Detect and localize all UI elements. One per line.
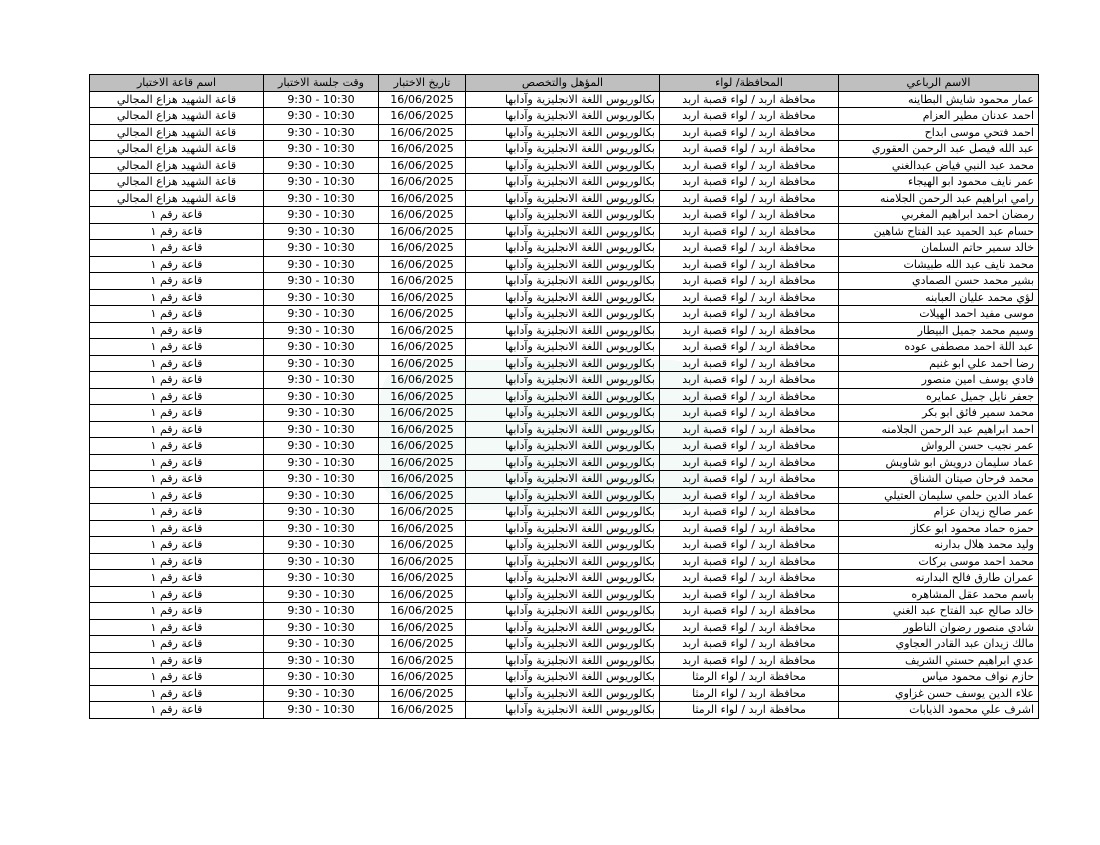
cell-time: 9:30 - 10:30 — [264, 124, 379, 141]
cell-hall: قاعة رقم ١ — [90, 438, 264, 455]
cell-time: 9:30 - 10:30 — [264, 190, 379, 207]
cell-hall: قاعة رقم ١ — [90, 685, 264, 702]
cell-qualification: بكالوريوس اللغة الانجليزية وآدابها — [466, 141, 660, 158]
cell-qualification: بكالوريوس اللغة الانجليزية وآدابها — [466, 619, 660, 636]
cell-hall: قاعة رقم ١ — [90, 504, 264, 521]
cell-name: عمران طارق فالح البدارنه — [839, 570, 1039, 587]
cell-time: 9:30 - 10:30 — [264, 322, 379, 339]
cell-date: 16/06/2025 — [379, 322, 466, 339]
cell-time: 9:30 - 10:30 — [264, 306, 379, 323]
table-row — [90, 669, 1039, 686]
cell-qualification: بكالوريوس اللغة الانجليزية وآدابها — [466, 702, 660, 719]
cell-time: 9:30 - 10:30 — [264, 289, 379, 306]
table-row — [90, 586, 1039, 603]
cell-hall: قاعة رقم ١ — [90, 570, 264, 587]
cell-date: 16/06/2025 — [379, 652, 466, 669]
cell-name: محمد نايف عبد الله طبيشات — [839, 256, 1039, 273]
cell-time: 9:30 - 10:30 — [264, 207, 379, 224]
cell-date: 16/06/2025 — [379, 388, 466, 405]
cell-governorate: محافظة اربد / لواء قصبة اربد — [660, 306, 839, 323]
cell-governorate: محافظة اربد / لواء قصبة اربد — [660, 553, 839, 570]
cell-date: 16/06/2025 — [379, 289, 466, 306]
table-row — [90, 603, 1039, 620]
cell-hall: قاعة رقم ١ — [90, 702, 264, 719]
cell-name: عبد اللة احمد مصطفى عوده — [839, 339, 1039, 356]
table-row — [90, 157, 1039, 174]
header-row — [90, 75, 1039, 92]
header-name: الاسم الرباعي — [839, 75, 1039, 92]
cell-qualification: بكالوريوس اللغة الانجليزية وآدابها — [466, 322, 660, 339]
table-row — [90, 570, 1039, 587]
cell-date: 16/06/2025 — [379, 124, 466, 141]
cell-date: 16/06/2025 — [379, 306, 466, 323]
table-row — [90, 388, 1039, 405]
cell-qualification: بكالوريوس اللغة الانجليزية وآدابها — [466, 685, 660, 702]
cell-date: 16/06/2025 — [379, 570, 466, 587]
cell-time: 9:30 - 10:30 — [264, 636, 379, 653]
table-row — [90, 174, 1039, 191]
cell-hall: قاعة رقم ١ — [90, 586, 264, 603]
cell-date: 16/06/2025 — [379, 174, 466, 191]
cell-name: باسم محمد عقل المشاهره — [839, 586, 1039, 603]
cell-time: 9:30 - 10:30 — [264, 240, 379, 257]
cell-time: 9:30 - 10:30 — [264, 702, 379, 719]
cell-date: 16/06/2025 — [379, 454, 466, 471]
cell-name: رامي ابراهيم عبد الرحمن الجلامنه — [839, 190, 1039, 207]
cell-hall: قاعة رقم ١ — [90, 339, 264, 356]
cell-hall: قاعة رقم ١ — [90, 553, 264, 570]
cell-date: 16/06/2025 — [379, 603, 466, 620]
cell-hall: قاعة رقم ١ — [90, 619, 264, 636]
cell-date: 16/06/2025 — [379, 702, 466, 719]
cell-governorate: محافظة اربد / لواء قصبة اربد — [660, 355, 839, 372]
cell-date: 16/06/2025 — [379, 157, 466, 174]
table-row — [90, 240, 1039, 257]
cell-time: 9:30 - 10:30 — [264, 273, 379, 290]
cell-time: 9:30 - 10:30 — [264, 223, 379, 240]
cell-hall: قاعة الشهيد هزاع المجالي — [90, 124, 264, 141]
cell-hall: قاعة الشهيد هزاع المجالي — [90, 157, 264, 174]
cell-governorate: محافظة اربد / لواء قصبة اربد — [660, 372, 839, 389]
cell-hall: قاعة رقم ١ — [90, 306, 264, 323]
cell-qualification: بكالوريوس اللغة الانجليزية وآدابها — [466, 157, 660, 174]
cell-date: 16/06/2025 — [379, 207, 466, 224]
cell-date: 16/06/2025 — [379, 273, 466, 290]
cell-governorate: محافظة اربد / لواء قصبة اربد — [660, 223, 839, 240]
cell-name: عماد الدين حلمي سليمان العتيلي — [839, 487, 1039, 504]
cell-hall: قاعة رقم ١ — [90, 652, 264, 669]
cell-qualification: بكالوريوس اللغة الانجليزية وآدابها — [466, 372, 660, 389]
table-row — [90, 537, 1039, 554]
cell-hall: قاعة رقم ١ — [90, 372, 264, 389]
cell-name: علاء الدين يوسف حسن غزاوي — [839, 685, 1039, 702]
cell-date: 16/06/2025 — [379, 421, 466, 438]
cell-time: 9:30 - 10:30 — [264, 355, 379, 372]
table-row — [90, 471, 1039, 488]
cell-hall: قاعة الشهيد هزاع المجالي — [90, 108, 264, 125]
cell-governorate: محافظة اربد / لواء قصبة اربد — [660, 586, 839, 603]
cell-governorate: محافظة اربد / لواء قصبة اربد — [660, 652, 839, 669]
cell-governorate: محافظة اربد / لواء قصبة اربد — [660, 256, 839, 273]
cell-hall: قاعة الشهيد هزاع المجالي — [90, 91, 264, 108]
cell-hall: قاعة رقم ١ — [90, 520, 264, 537]
cell-date: 16/06/2025 — [379, 487, 466, 504]
cell-time: 9:30 - 10:30 — [264, 669, 379, 686]
header-hall: اسم قاعة الاختبار — [90, 75, 264, 92]
cell-qualification: بكالوريوس اللغة الانجليزية وآدابها — [466, 421, 660, 438]
cell-hall: قاعة الشهيد هزاع المجالي — [90, 174, 264, 191]
cell-name: حسام عبد الحميد عبد الفتاح شاهين — [839, 223, 1039, 240]
cell-time: 9:30 - 10:30 — [264, 405, 379, 422]
cell-date: 16/06/2025 — [379, 504, 466, 521]
cell-date: 16/06/2025 — [379, 240, 466, 257]
cell-governorate: محافظة اربد / لواء قصبة اربد — [660, 91, 839, 108]
cell-governorate: محافظة اربد / لواء قصبة اربد — [660, 157, 839, 174]
table-row — [90, 223, 1039, 240]
cell-time: 9:30 - 10:30 — [264, 256, 379, 273]
cell-qualification: بكالوريوس اللغة الانجليزية وآدابها — [466, 537, 660, 554]
table-row — [90, 124, 1039, 141]
table-row — [90, 421, 1039, 438]
cell-governorate: محافظة اربد / لواء قصبة اربد — [660, 504, 839, 521]
cell-name: حازم نواف محمود مياس — [839, 669, 1039, 686]
table-row — [90, 273, 1039, 290]
cell-governorate: محافظة اربد / لواء قصبة اربد — [660, 339, 839, 356]
cell-qualification: بكالوريوس اللغة الانجليزية وآدابها — [466, 174, 660, 191]
cell-date: 16/06/2025 — [379, 190, 466, 207]
cell-time: 9:30 - 10:30 — [264, 141, 379, 158]
cell-time: 9:30 - 10:30 — [264, 520, 379, 537]
cell-governorate: محافظة اربد / لواء قصبة اربد — [660, 421, 839, 438]
cell-qualification: بكالوريوس اللغة الانجليزية وآدابها — [466, 454, 660, 471]
cell-name: جعفر نايل جميل عمايره — [839, 388, 1039, 405]
cell-date: 16/06/2025 — [379, 669, 466, 686]
cell-time: 9:30 - 10:30 — [264, 537, 379, 554]
cell-qualification: بكالوريوس اللغة الانجليزية وآدابها — [466, 124, 660, 141]
cell-name: احمد ابراهيم عبد الرحمن الجلامنه — [839, 421, 1039, 438]
cell-date: 16/06/2025 — [379, 619, 466, 636]
cell-qualification: بكالوريوس اللغة الانجليزية وآدابها — [466, 471, 660, 488]
cell-date: 16/06/2025 — [379, 685, 466, 702]
table-row — [90, 504, 1039, 521]
cell-time: 9:30 - 10:30 — [264, 454, 379, 471]
cell-name: احمد عدنان مطير العزام — [839, 108, 1039, 125]
cell-date: 16/06/2025 — [379, 339, 466, 356]
table-row — [90, 520, 1039, 537]
table-row — [90, 487, 1039, 504]
header-date: تاريخ الاختبار — [379, 75, 466, 92]
table-row — [90, 702, 1039, 719]
cell-name: اشرف علي محمود الذيابات — [839, 702, 1039, 719]
cell-time: 9:30 - 10:30 — [264, 603, 379, 620]
cell-qualification: بكالوريوس اللغة الانجليزية وآدابها — [466, 553, 660, 570]
table-row — [90, 207, 1039, 224]
cell-governorate: محافظة اربد / لواء قصبة اربد — [660, 487, 839, 504]
cell-name: عمر نجيب حسن الرواش — [839, 438, 1039, 455]
cell-qualification: بكالوريوس اللغة الانجليزية وآدابها — [466, 190, 660, 207]
cell-governorate: محافظة اربد / لواء قصبة اربد — [660, 240, 839, 257]
table-row — [90, 190, 1039, 207]
table-row — [90, 141, 1039, 158]
cell-date: 16/06/2025 — [379, 223, 466, 240]
table-row — [90, 652, 1039, 669]
cell-qualification: بكالوريوس اللغة الانجليزية وآدابها — [466, 669, 660, 686]
cell-governorate: محافظة اربد / لواء قصبة اربد — [660, 520, 839, 537]
table-row — [90, 306, 1039, 323]
cell-name: بشير محمد حسن الصمادي — [839, 273, 1039, 290]
cell-date: 16/06/2025 — [379, 520, 466, 537]
cell-name: رمضان احمد ابراهيم المغربي — [839, 207, 1039, 224]
cell-governorate: محافظة اربد / لواء قصبة اربد — [660, 289, 839, 306]
cell-hall: قاعة رقم ١ — [90, 355, 264, 372]
cell-name: عماد سليمان درويش ابو شاويش — [839, 454, 1039, 471]
cell-name: خالد صالح عبد الفتاح عبد الغني — [839, 603, 1039, 620]
cell-hall: قاعة رقم ١ — [90, 388, 264, 405]
cell-qualification: بكالوريوس اللغة الانجليزية وآدابها — [466, 652, 660, 669]
cell-governorate: محافظة اربد / لواء الرمثا — [660, 669, 839, 686]
cell-qualification: بكالوريوس اللغة الانجليزية وآدابها — [466, 586, 660, 603]
cell-name: محمد سمير فائق ابو بكر — [839, 405, 1039, 422]
cell-time: 9:30 - 10:30 — [264, 619, 379, 636]
table-row — [90, 553, 1039, 570]
cell-name: محمد احمد موسى بركات — [839, 553, 1039, 570]
cell-name: عمر صالح زيدان عزام — [839, 504, 1039, 521]
cell-hall: قاعة رقم ١ — [90, 487, 264, 504]
cell-governorate: محافظة اربد / لواء قصبة اربد — [660, 174, 839, 191]
cell-time: 9:30 - 10:30 — [264, 553, 379, 570]
cell-qualification: بكالوريوس اللغة الانجليزية وآدابها — [466, 256, 660, 273]
cell-qualification: بكالوريوس اللغة الانجليزية وآدابها — [466, 636, 660, 653]
cell-qualification: بكالوريوس اللغة الانجليزية وآدابها — [466, 603, 660, 620]
cell-hall: قاعة رقم ١ — [90, 240, 264, 257]
cell-time: 9:30 - 10:30 — [264, 174, 379, 191]
cell-hall: قاعة رقم ١ — [90, 273, 264, 290]
cell-governorate: محافظة اربد / لواء قصبة اربد — [660, 190, 839, 207]
cell-qualification: بكالوريوس اللغة الانجليزية وآدابها — [466, 91, 660, 108]
cell-hall: قاعة رقم ١ — [90, 322, 264, 339]
cell-qualification: بكالوريوس اللغة الانجليزية وآدابها — [466, 487, 660, 504]
cell-hall: قاعة رقم ١ — [90, 471, 264, 488]
cell-governorate: محافظة اربد / لواء قصبة اربد — [660, 273, 839, 290]
cell-date: 16/06/2025 — [379, 372, 466, 389]
cell-qualification: بكالوريوس اللغة الانجليزية وآدابها — [466, 108, 660, 125]
table-row — [90, 438, 1039, 455]
cell-qualification: بكالوريوس اللغة الانجليزية وآدابها — [466, 273, 660, 290]
cell-hall: قاعة رقم ١ — [90, 603, 264, 620]
cell-date: 16/06/2025 — [379, 537, 466, 554]
cell-time: 9:30 - 10:30 — [264, 487, 379, 504]
table-row — [90, 355, 1039, 372]
cell-governorate: محافظة اربد / لواء قصبة اربد — [660, 207, 839, 224]
cell-hall: قاعة رقم ١ — [90, 537, 264, 554]
cell-time: 9:30 - 10:30 — [264, 685, 379, 702]
cell-name: عبد الله فيصل عبد الرحمن العقوري — [839, 141, 1039, 158]
cell-name: عمر نايف محمود ابو الهيجاء — [839, 174, 1039, 191]
cell-time: 9:30 - 10:30 — [264, 504, 379, 521]
cell-qualification: بكالوريوس اللغة الانجليزية وآدابها — [466, 339, 660, 356]
header-governorate: المحافظة/ لواء — [660, 75, 839, 92]
table-row — [90, 685, 1039, 702]
cell-governorate: محافظة اربد / لواء الرمثا — [660, 702, 839, 719]
cell-time: 9:30 - 10:30 — [264, 570, 379, 587]
header-time: وقت جلسة الاختبار — [264, 75, 379, 92]
cell-date: 16/06/2025 — [379, 405, 466, 422]
table-row — [90, 405, 1039, 422]
cell-hall: قاعة رقم ١ — [90, 421, 264, 438]
cell-hall: قاعة رقم ١ — [90, 454, 264, 471]
cell-name: حمزه حماد محمود ابو عكاز — [839, 520, 1039, 537]
table-row — [90, 91, 1039, 108]
cell-name: خالد سمير حاتم السلمان — [839, 240, 1039, 257]
cell-time: 9:30 - 10:30 — [264, 421, 379, 438]
cell-hall: قاعة رقم ١ — [90, 256, 264, 273]
cell-date: 16/06/2025 — [379, 586, 466, 603]
cell-time: 9:30 - 10:30 — [264, 471, 379, 488]
cell-hall: قاعة رقم ١ — [90, 223, 264, 240]
cell-governorate: محافظة اربد / لواء قصبة اربد — [660, 570, 839, 587]
cell-date: 16/06/2025 — [379, 471, 466, 488]
cell-date: 16/06/2025 — [379, 91, 466, 108]
table-row — [90, 256, 1039, 273]
cell-governorate: محافظة اربد / لواء الرمثا — [660, 685, 839, 702]
cell-hall: قاعة رقم ١ — [90, 289, 264, 306]
cell-name: عمار محمود شايش البطاينه — [839, 91, 1039, 108]
table-row — [90, 339, 1039, 356]
cell-qualification: بكالوريوس اللغة الانجليزية وآدابها — [466, 240, 660, 257]
cell-time: 9:30 - 10:30 — [264, 91, 379, 108]
cell-name: وسيم محمد جميل البيطار — [839, 322, 1039, 339]
cell-name: محمد فرحان صيتان الشناق — [839, 471, 1039, 488]
cell-qualification: بكالوريوس اللغة الانجليزية وآدابها — [466, 306, 660, 323]
table-row — [90, 289, 1039, 306]
cell-time: 9:30 - 10:30 — [264, 108, 379, 125]
cell-governorate: محافظة اربد / لواء قصبة اربد — [660, 388, 839, 405]
cell-time: 9:30 - 10:30 — [264, 586, 379, 603]
cell-hall: قاعة رقم ١ — [90, 669, 264, 686]
cell-qualification: بكالوريوس اللغة الانجليزية وآدابها — [466, 520, 660, 537]
cell-qualification: بكالوريوس اللغة الانجليزية وآدابها — [466, 355, 660, 372]
cell-qualification: بكالوريوس اللغة الانجليزية وآدابها — [466, 405, 660, 422]
table-row — [90, 322, 1039, 339]
cell-name: وليد محمد هلال بدارنه — [839, 537, 1039, 554]
cell-name: فادي يوسف امين منصور — [839, 372, 1039, 389]
cell-name: لؤي محمد عليان العبابنه — [839, 289, 1039, 306]
cell-qualification: بكالوريوس اللغة الانجليزية وآدابها — [466, 570, 660, 587]
cell-hall: قاعة رقم ١ — [90, 207, 264, 224]
cell-time: 9:30 - 10:30 — [264, 372, 379, 389]
cell-governorate: محافظة اربد / لواء قصبة اربد — [660, 405, 839, 422]
table-row — [90, 108, 1039, 125]
cell-name: عدي ابراهيم حسني الشريف — [839, 652, 1039, 669]
cell-date: 16/06/2025 — [379, 636, 466, 653]
cell-time: 9:30 - 10:30 — [264, 157, 379, 174]
cell-governorate: محافظة اربد / لواء قصبة اربد — [660, 124, 839, 141]
cell-date: 16/06/2025 — [379, 141, 466, 158]
cell-date: 16/06/2025 — [379, 438, 466, 455]
cell-name: محمد عبد النبي فياض عبدالغني — [839, 157, 1039, 174]
table-row — [90, 636, 1039, 653]
cell-name: موسى مفيد احمد الهيلات — [839, 306, 1039, 323]
cell-time: 9:30 - 10:30 — [264, 438, 379, 455]
cell-governorate: محافظة اربد / لواء قصبة اربد — [660, 619, 839, 636]
cell-governorate: محافظة اربد / لواء قصبة اربد — [660, 438, 839, 455]
table-row — [90, 454, 1039, 471]
cell-hall: قاعة رقم ١ — [90, 405, 264, 422]
cell-governorate: محافظة اربد / لواء قصبة اربد — [660, 108, 839, 125]
cell-qualification: بكالوريوس اللغة الانجليزية وآدابها — [466, 223, 660, 240]
cell-hall: قاعة رقم ١ — [90, 636, 264, 653]
cell-qualification: بكالوريوس اللغة الانجليزية وآدابها — [466, 289, 660, 306]
exam-schedule-table — [89, 74, 1039, 719]
header-qualification: المؤهل والتخصص — [466, 75, 660, 92]
cell-date: 16/06/2025 — [379, 256, 466, 273]
cell-name: شادي منصور رضوان الناطور — [839, 619, 1039, 636]
cell-name: رضا احمد علي ابو غنيم — [839, 355, 1039, 372]
cell-time: 9:30 - 10:30 — [264, 339, 379, 356]
cell-governorate: محافظة اربد / لواء قصبة اربد — [660, 636, 839, 653]
cell-hall: قاعة الشهيد هزاع المجالي — [90, 190, 264, 207]
cell-name: احمد فتحي موسى ابداح — [839, 124, 1039, 141]
cell-governorate: محافظة اربد / لواء قصبة اربد — [660, 603, 839, 620]
cell-time: 9:30 - 10:30 — [264, 652, 379, 669]
cell-qualification: بكالوريوس اللغة الانجليزية وآدابها — [466, 388, 660, 405]
cell-governorate: محافظة اربد / لواء قصبة اربد — [660, 454, 839, 471]
table-row — [90, 372, 1039, 389]
cell-date: 16/06/2025 — [379, 553, 466, 570]
cell-qualification: بكالوريوس اللغة الانجليزية وآدابها — [466, 207, 660, 224]
cell-qualification: بكالوريوس اللغة الانجليزية وآدابها — [466, 504, 660, 521]
cell-governorate: محافظة اربد / لواء قصبة اربد — [660, 141, 839, 158]
cell-governorate: محافظة اربد / لواء قصبة اربد — [660, 537, 839, 554]
cell-date: 16/06/2025 — [379, 355, 466, 372]
table-row — [90, 619, 1039, 636]
cell-hall: قاعة الشهيد هزاع المجالي — [90, 141, 264, 158]
cell-date: 16/06/2025 — [379, 108, 466, 125]
cell-qualification: بكالوريوس اللغة الانجليزية وآدابها — [466, 438, 660, 455]
cell-governorate: محافظة اربد / لواء قصبة اربد — [660, 322, 839, 339]
cell-name: مالك زيدان عبد القادر العجاوي — [839, 636, 1039, 653]
cell-governorate: محافظة اربد / لواء قصبة اربد — [660, 471, 839, 488]
cell-time: 9:30 - 10:30 — [264, 388, 379, 405]
